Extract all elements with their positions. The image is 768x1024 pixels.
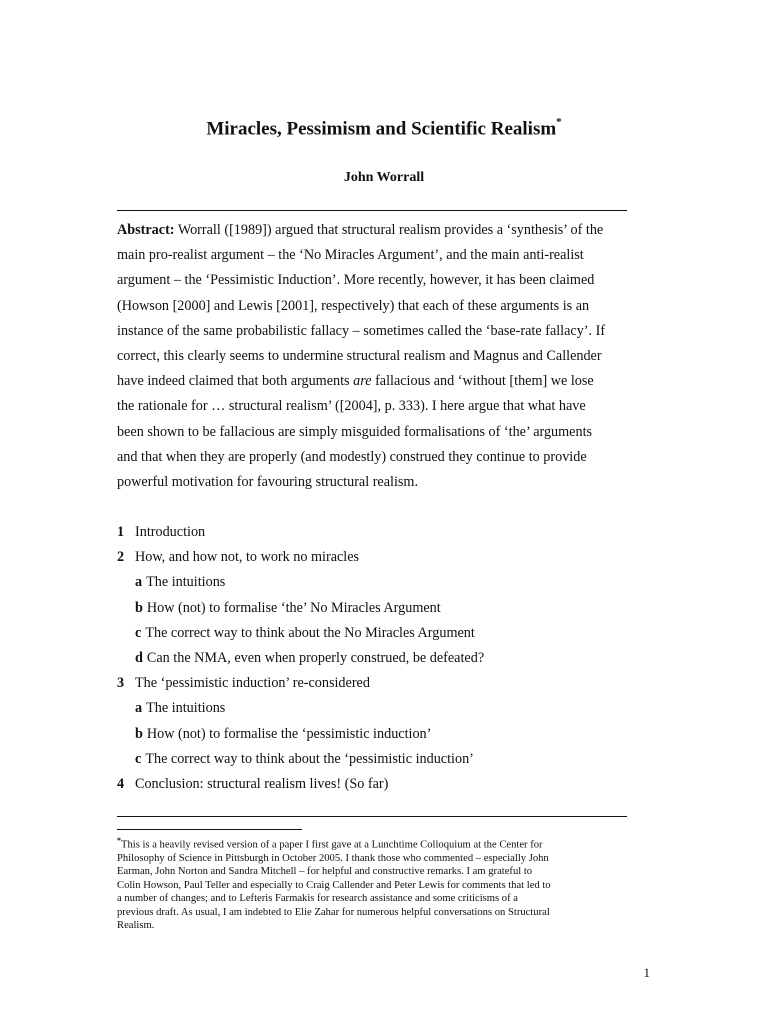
paper-title	[0, 112, 768, 141]
abstract-line: main pro-realist argument – the ‘No Miracles Argument’, and the main anti-realist	[117, 247, 584, 264]
toc-section: 1 Introduction	[117, 524, 206, 540]
abstract-line: (Howson [2000] and Lewis [2001], respectively) that each of these arguments is an	[117, 297, 590, 314]
footnote-line: *This is a heavily revised version of a paper I first gave at a Lunchtime Colloquium at the Center for	[117, 836, 543, 851]
table-of-contents	[117, 520, 677, 797]
abstract-line: argument – the ‘Pessimistic Induction’. More recently, however, it has been claimed	[117, 272, 595, 289]
toc-bottom-rule	[117, 816, 627, 817]
emphasis-are: are	[353, 373, 372, 390]
abstract-line: instance of the same probabilistic fallacy – sometimes called the ‘base-rate fallacy’. If	[117, 322, 606, 339]
toc-subsection: d Can the NMA, even when properly construed, be defeated?	[135, 649, 485, 666]
footnote-line: Philosophy of Science in Pittsburgh in October 2005. I thank those who commented – especially John	[117, 852, 549, 864]
toc-section: 4 Conclusion: structural realism lives! (So far)	[117, 775, 389, 792]
abstract-line: correct, this clearly seems to undermine structural realism and Magnus and Callender	[117, 348, 602, 365]
abstract-line: the rationale for … structural realism’ ([2004], p. 333). I here argue that what have	[117, 398, 586, 415]
abstract-line: been shown to be fallacious are simply misguided formalisations of ‘the’ arguments	[117, 423, 593, 440]
footnote	[117, 834, 657, 932]
toc-subsection: c The correct way to think about the ‘pessimistic induction’	[135, 750, 474, 767]
footnote-line: Realism.	[117, 919, 155, 931]
abstract-line: have indeed claimed that both arguments are fallacious and ‘without [them] we lose	[117, 373, 594, 390]
toc-section: 3 The ‘pessimistic induction’ re-considered	[117, 675, 370, 692]
toc-subsection: c The correct way to think about the No Miracles Argument	[135, 624, 475, 641]
author-name: John Worrall	[343, 170, 425, 185]
footnote-marker: *	[117, 836, 121, 845]
footnote-line: Colin Howson, Paul Teller and especially to Craig Callender and Peter Lewis for comments that led to	[117, 879, 551, 891]
toc-subsection: a The intuitions	[135, 700, 226, 717]
footnote-line: Earman, John Norton and Sandra Mitchell – for helpful and constructive remarks. I am grateful to	[117, 866, 533, 878]
footnote-line: a number of changes; and to Lefteris Farmakis for research assistance and some criticisms of a	[117, 893, 518, 905]
abstract	[117, 218, 653, 495]
abstract-line: powerful motivation for favouring structural realism.	[117, 474, 419, 491]
page-number: 1	[643, 965, 650, 980]
footnote-line: previous draft. As usual, I am indebted to Elie Zahar for numerous helpful conversations on Structural	[117, 906, 550, 918]
toc-subsection: b How (not) to formalise ‘the’ No Miracles Argument	[135, 599, 441, 616]
toc-subsection: b How (not) to formalise the ‘pessimistic induction’	[135, 725, 432, 742]
abstract-line: Abstract: Worrall ([1989]) argued that structural realism provides a ‘synthesis’ of the	[117, 222, 604, 238]
toc-section: 2 How, and how not, to work no miracles	[117, 549, 360, 566]
title-footnote-marker: *	[556, 116, 562, 128]
toc-subsection: a The intuitions	[135, 574, 226, 591]
footnote-separator	[117, 829, 302, 830]
title-text: Miracles, Pessimism and Scientific Realism	[206, 118, 557, 140]
abstract-label: Abstract:	[117, 222, 175, 238]
abstract-top-rule	[117, 210, 627, 211]
abstract-line: and that when they are properly (and modestly) construed they continue to provide	[117, 448, 587, 465]
